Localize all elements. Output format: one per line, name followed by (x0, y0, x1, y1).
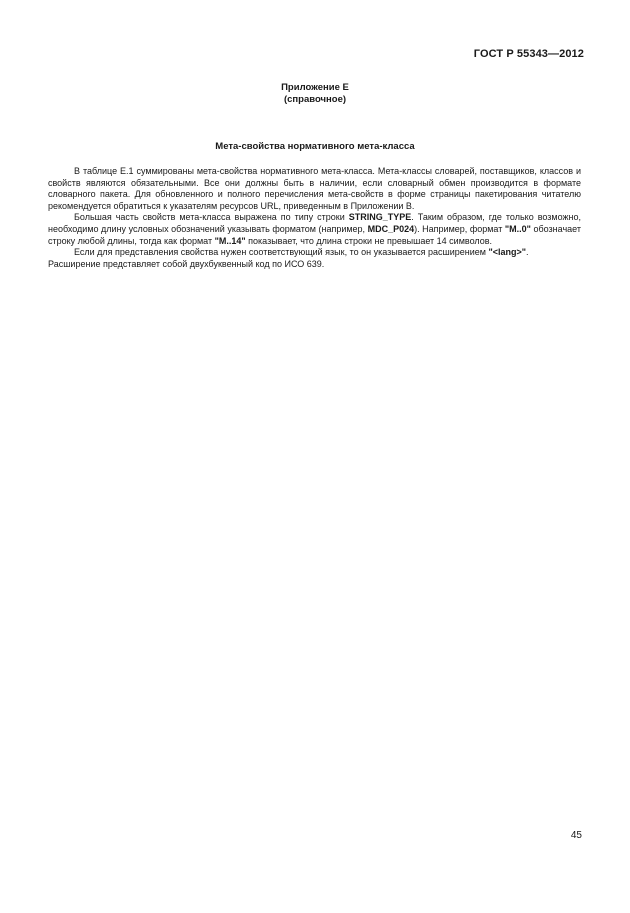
format-m14-term: "M..14" (214, 235, 246, 246)
paragraph-2-text-3: ). Например, формат (414, 223, 505, 234)
appendix-subtitle: (справочное) (283, 94, 347, 105)
paragraph-2-text-5: показывает, что длина строки не превышает 14 символов. (245, 235, 493, 246)
appendix-heading (0, 82, 630, 106)
paragraph-3 (48, 247, 581, 259)
mdc-p024-term: MDC_P024 (367, 223, 415, 234)
section-title: Мета-свойства нормативного мета-класса (215, 141, 415, 152)
page-number: 45 (570, 830, 582, 841)
paragraph-2-text-4: обозначает строку любой длины, тогда как формат (48, 223, 581, 246)
format-m0-term: "M..0" (504, 223, 531, 234)
appendix-title: Приложение Е (281, 82, 349, 93)
paragraph-3-text-1: Если для представления свойства нужен соответствующий язык, то он указывается расширением (74, 247, 489, 258)
paragraph-2-text-2: . Таким образом, где только возможно, необходимо длину условных обозначений указывать форматом (например, (48, 212, 582, 234)
string-type-term: STRING_TYPE (348, 212, 412, 223)
body-text (48, 166, 581, 270)
paragraph-2 (48, 212, 581, 247)
paragraph-1: В таблице Е.1 суммированы мета-свойства нормативного мета-класса. Мета-классы словарей, поставщиков, классов и свойств являются обязательными. Все они должны быть в наличии, если словарный обмен производится в формате словарного пакета. Для обновленного и полного перечисления мета-свойств в форме страницы пакетирования читателю рекомендуется обратиться к указателям ресурсов URL, приведенным в Приложении В. (48, 166, 581, 211)
document-code: ГОСТ Р 55343—2012 (473, 48, 584, 60)
lang-extension-term: "<lang>" (488, 247, 527, 258)
paragraph-2-text-1: Большая часть свойств мета-класса выражена по типу строки (74, 212, 349, 223)
paragraph-4: Расширение представляет собой двухбуквенный код по ИСО 639. (48, 258, 325, 269)
paragraph-3-text-2: . (526, 247, 529, 258)
